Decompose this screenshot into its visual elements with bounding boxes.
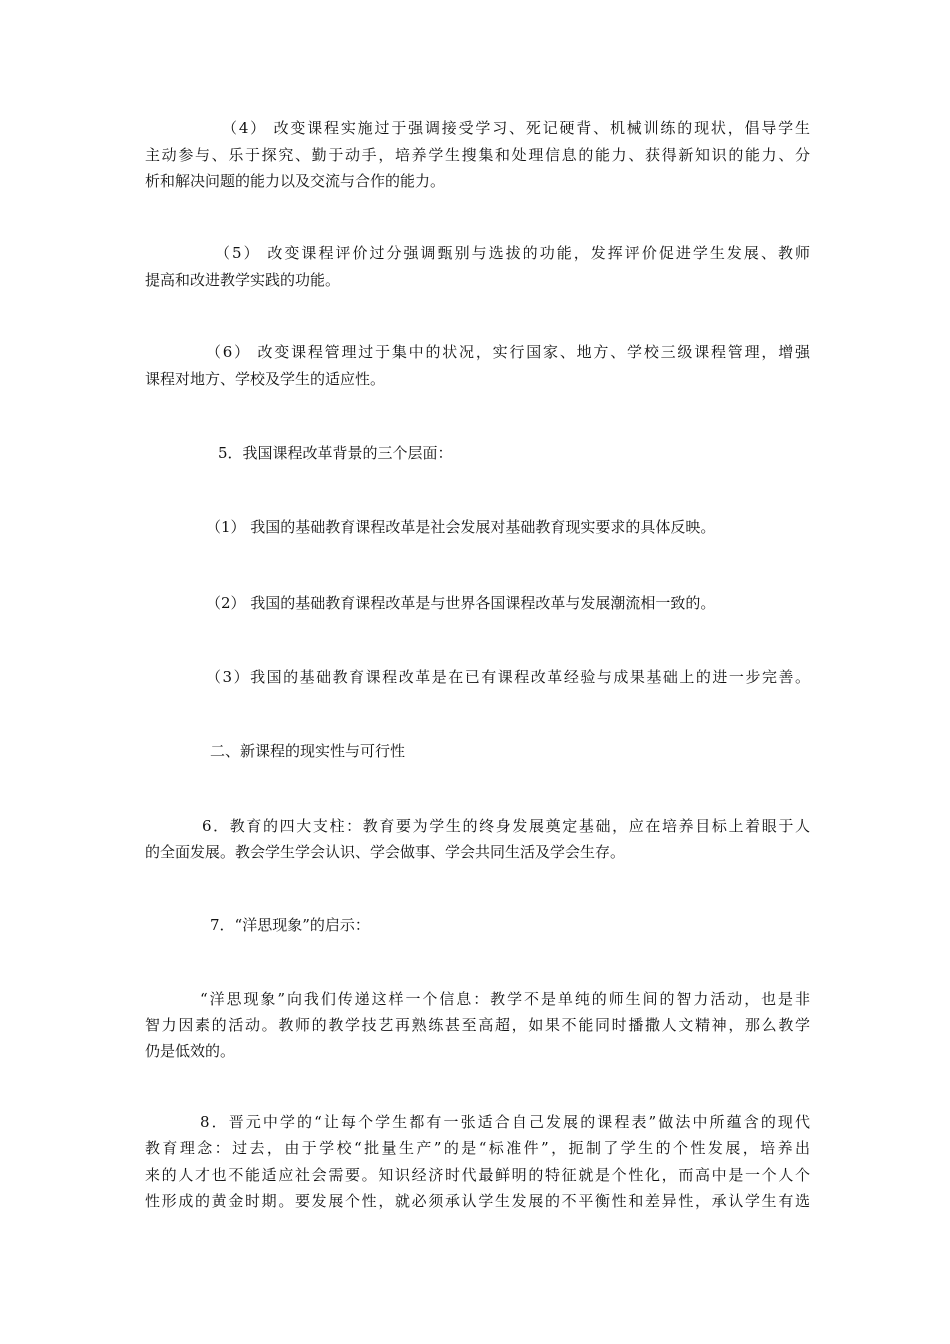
text-line: 智力因素的活动。教师的教学技艺再熟练甚至高超，如果不能同时播撒人文精神，那么教学 (145, 1016, 810, 1034)
text-line: 二、新课程的现实性与可行性 (210, 742, 406, 760)
text-line: （4） 改变课程实施过于强调接受学习、死记硬背、机械训练的现状，倡导学生 (222, 119, 810, 137)
text-line: 5．我国课程改革背景的三个层面： (218, 444, 453, 462)
text-line: （5） 改变课程评价过分强调甄别与选拔的功能，发挥评价促进学生发展、教师 (215, 244, 810, 262)
text-line: 的全面发展。教会学生学会认识、学会做事、学会共同生活及学会生存。 (145, 843, 626, 861)
text-line: （1） 我国的基础教育课程改革是社会发展对基础教育现实要求的具体反映。 (206, 518, 716, 536)
text-line: 性形成的黄金时期。要发展个性，就必须承认学生发展的不平衡性和差异性，承认学生有选 (145, 1192, 810, 1210)
text-line: “洋思现象”向我们传递这样一个信息：教学不是单纯的师生间的智力活动，也是非 (200, 990, 810, 1008)
text-line: （2） 我国的基础教育课程改革是与世界各国课程改革与发展潮流相一致的。 (206, 594, 716, 612)
text-line: 提高和改进教学实践的功能。 (145, 271, 341, 289)
text-line: 6．教育的四大支柱：教育要为学生的终身发展奠定基础，应在培养目标上着眼于人 (202, 817, 810, 835)
text-line: 来的人才也不能适应社会需要。知识经济时代最鲜明的特征就是个性化，而高中是一个人个 (145, 1166, 810, 1184)
text-line: 课程对地方、学校及学生的适应性。 (145, 370, 386, 388)
text-line: 仍是低效的。 (145, 1042, 236, 1060)
text-line: 8．晋元中学的“让每个学生都有一张适合自己发展的课程表”做法中所蕴含的现代 (200, 1113, 810, 1131)
text-line: （6） 改变课程管理过于集中的状况，实行国家、地方、学校三级课程管理，增强 (206, 343, 810, 361)
text-line: 7．“洋思现象”的启示： (210, 916, 370, 934)
text-line: （3）我国的基础教育课程改革是在已有课程改革经验与成果基础上的进一步完善。 (206, 668, 810, 686)
text-line: 教育理念：过去，由于学校“批量生产”的是“标准件”，扼制了学生的个性发展，培养出 (145, 1139, 810, 1157)
text-line: 析和解决问题的能力以及交流与合作的能力。 (145, 172, 446, 190)
text-line: 主动参与、乐于探究、勤于动手，培养学生搜集和处理信息的能力、获得新知识的能力、分 (145, 146, 810, 164)
